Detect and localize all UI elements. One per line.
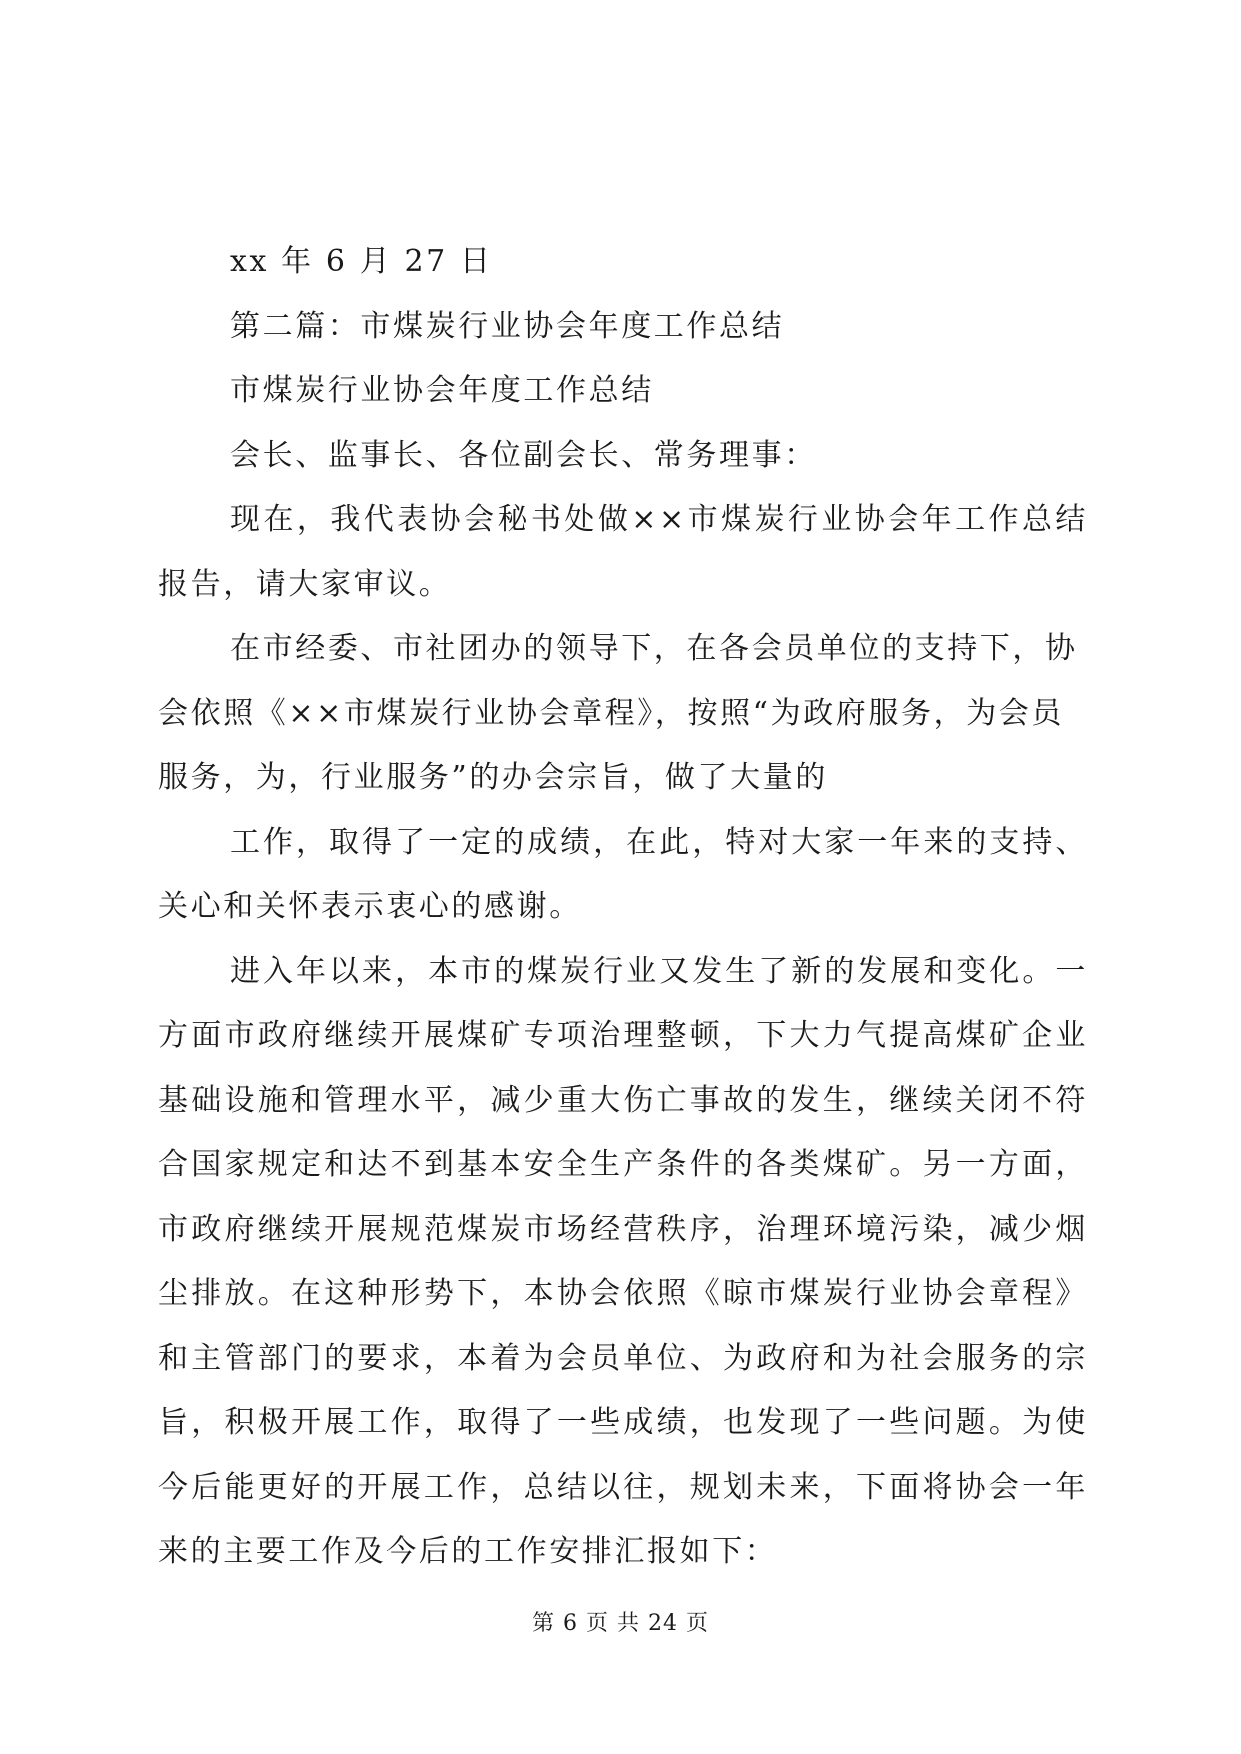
date-line: xx 年 6 月 27 日 — [230, 244, 493, 279]
situation-paragraph: 进入年以来，本市的煤炭行业又发生了新的发展和变化。一方面市政府继续开展煤矿专项治理整顿，下大力气提高煤矿企业基础设施和管理水平，减少重大伤亡事故的发生，继续关闭不符合国家规定和达不到基本安全生产条件的各类煤矿。另一方面，市政府继续开展规范煤炭市场经营秩序，治理环境污染，减少烟尘排放。在这种形势下，本协会依照《晾市煤炭行业协会章程》和主管部门的要求，本着为会员单位、为政府和为社会服务的宗旨，积极开展工作，取得了一些成绩，也发现了一些问题。为使今后能更好的开展工作，总结以往，规划未来，下面将协会一年来的主要工作及今后的工作安排汇报如下： — [158, 953, 1088, 1569]
intro-paragraph: 现在，我代表协会秘书处做××市煤炭行业协会年工作总结报告，请大家审议。 — [158, 502, 1088, 602]
body-paragraph: 在市经委、市社团办的领导下，在各会员单位的支持下，协会依照《××市煤炭行业协会章程》，按照“为政府服务，为会员服务，为，行业服务”的办会宗旨，做了大量的 — [158, 631, 1078, 795]
report-title: 市煤炭行业协会年度工作总结 — [230, 373, 654, 408]
page-number-footer: 第 6 页 共 24 页 — [532, 1611, 709, 1636]
thanks-paragraph: 工作，取得了一定的成绩，在此，特对大家一年来的支持、关心和关怀表示衷心的感谢。 — [158, 824, 1088, 924]
chapter-heading: 第二篇：市煤炭行业协会年度工作总结 — [230, 308, 785, 344]
salutation: 会长、监事长、各位副会长、常务理事： — [230, 437, 817, 473]
document-body — [158, 230, 1088, 1585]
